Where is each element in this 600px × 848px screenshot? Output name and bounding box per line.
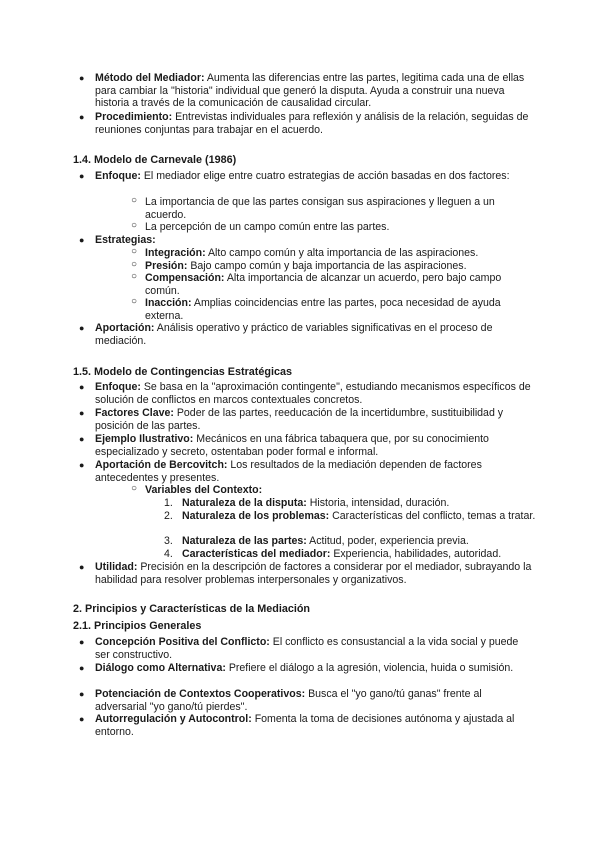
item-text: Historia, intensidad, duración.	[306, 497, 450, 509]
list-item-bercovitch	[79, 459, 535, 484]
section-heading-principios: 2. Principios y Características de la Mediación	[73, 603, 311, 615]
list-item-metodo	[79, 72, 535, 110]
item-label: Procedimiento:	[95, 111, 173, 123]
item-number: 3.	[164, 535, 173, 547]
list-item-aportacion	[79, 322, 535, 347]
circle-bullet-icon: ○	[131, 220, 138, 231]
item-text: Precisión en la descripción de factores a considerar por el mediador, subrayando la habilidad para resolver problemas interpersonales y organizativos.	[95, 561, 532, 586]
item-text: Alto campo común y alta importancia de las aspiraciones.	[205, 247, 479, 259]
item-label: Enfoque:	[95, 170, 141, 182]
bullet-icon: ●	[79, 663, 85, 673]
numbered-item-4	[164, 548, 537, 561]
bullet-icon: ●	[79, 235, 85, 245]
item-label: Factores Clave:	[95, 407, 174, 419]
list-item-estrategias	[79, 234, 535, 247]
sub-item-variables	[131, 483, 535, 497]
item-label: Potenciación de Contextos Cooperativos:	[95, 688, 306, 700]
list-item-principio-1	[79, 636, 535, 661]
item-text: Características del conflicto, temas a tratar.	[329, 510, 536, 522]
item-text: Alta importancia de alcanzar un acuerdo, pero bajo campo común.	[145, 272, 502, 297]
item-label: Ejemplo Ilustrativo:	[95, 433, 194, 445]
list-item-enfoque	[79, 381, 535, 406]
item-label: Aportación:	[95, 322, 155, 334]
list-item-enfoque	[79, 170, 535, 183]
circle-bullet-icon: ○	[131, 259, 138, 270]
item-text: Busca el "yo gano/tú ganas" frente al adversarial "yo gano/tú pierdes".	[95, 688, 482, 713]
item-label: Naturaleza de las partes:	[182, 535, 307, 547]
list-item-principio-3	[79, 688, 535, 713]
item-label: Integración:	[145, 247, 206, 259]
bullet-icon: ●	[79, 323, 85, 333]
list-item-principio-4	[79, 713, 535, 738]
item-text: Prefiere el diálogo a la agresión, violencia, huida o sumisión.	[225, 662, 514, 674]
bullet-icon: ●	[79, 408, 85, 418]
item-text: Amplias coincidencias entre las partes, poca necesidad de ayuda externa.	[145, 297, 501, 322]
sub-item-compensacion	[131, 271, 535, 297]
numbered-item-2	[164, 510, 537, 523]
circle-bullet-icon: ○	[131, 483, 138, 494]
item-text: Los resultados de la mediación dependen de factores antecedentes y presentes.	[95, 459, 482, 484]
bullet-icon: ●	[79, 382, 85, 392]
bullet-icon: ●	[79, 562, 85, 572]
sub-item-integracion	[131, 246, 535, 260]
item-label: Enfoque:	[95, 381, 141, 393]
numbered-item-3	[164, 535, 537, 548]
item-text: Bajo campo común y baja importancia de las aspiraciones.	[187, 260, 467, 272]
item-text: Se basa en la "aproximación contingente", estudiando mecanismos específicos de solución de conflictos en marcos contextuales concretos.	[95, 381, 531, 406]
item-text: Fomenta la toma de decisiones autónoma y ajustada al entorno.	[95, 713, 515, 738]
item-number: 2.	[164, 510, 173, 522]
item-label: Naturaleza de los problemas:	[182, 510, 330, 522]
section-heading-contingencias: 1.5. Modelo de Contingencias Estratégicas	[73, 366, 292, 378]
circle-bullet-icon: ○	[131, 296, 138, 307]
list-item-factores	[79, 407, 535, 432]
item-text: Aumenta las diferencias entre las partes, legitima cada una de ellas para cambiar la "historia" individual que generó la disputa. Ayuda a construir una nueva historia a través de la comunicación de causalidad circular.	[95, 72, 525, 110]
item-text: Poder de las partes, reeducación de la incertidumbre, sustituibilidad y posición de las partes.	[95, 407, 504, 432]
item-label: Autorregulación y Autocontrol:	[95, 713, 252, 725]
item-label: Compensación:	[145, 272, 225, 284]
item-number: 4.	[164, 548, 173, 560]
section-heading-carnevale: 1.4. Modelo de Carnevale (1986)	[73, 154, 237, 166]
item-label: Estrategias:	[95, 234, 156, 246]
item-label: Diálogo como Alternativa:	[95, 662, 226, 674]
item-text: La importancia de que las partes consigan sus aspiraciones y lleguen a un acuerdo.	[145, 196, 495, 221]
bullet-icon: ●	[79, 714, 85, 724]
subsection-heading-principios-generales: 2.1. Principios Generales	[73, 620, 202, 632]
item-text: Mecánicos en una fábrica tabaquera que, por su conocimiento especializado y secreto, ostentaban poder formal e informal.	[95, 433, 489, 458]
item-label: Características del mediador:	[182, 548, 331, 560]
list-item-ejemplo	[79, 433, 535, 458]
item-text: El conflicto es consustancial a la vida social y puede ser constructivo.	[95, 636, 519, 661]
item-label: Inacción:	[145, 297, 192, 309]
item-label: Aportación de Bercovitch:	[95, 459, 228, 471]
bullet-icon: ●	[79, 637, 85, 647]
circle-bullet-icon: ○	[131, 271, 138, 282]
item-text: El mediador elige entre cuatro estrategias de acción basadas en dos factores:	[140, 170, 510, 182]
item-text: Actitud, poder, experiencia previa.	[306, 535, 469, 547]
item-text: Análisis operativo y práctico de variables significativas en el proceso de mediación.	[95, 322, 493, 347]
list-item-utilidad	[79, 561, 535, 586]
numbered-item-1	[164, 497, 537, 510]
bullet-icon: ●	[79, 73, 85, 83]
item-text: Entrevistas individuales para reflexión y análisis de la relación, seguidas de reuniones conjuntas para trabajar en el acuerdo.	[95, 111, 529, 136]
sub-item-factor-1	[131, 195, 535, 221]
sub-item-presion	[131, 259, 535, 273]
item-label: Concepción Positiva del Conflicto:	[95, 636, 270, 648]
circle-bullet-icon: ○	[131, 195, 138, 206]
bullet-icon: ●	[79, 171, 85, 181]
bullet-icon: ●	[79, 112, 85, 122]
item-label: Utilidad:	[95, 561, 138, 573]
sub-item-factor-2	[131, 220, 535, 234]
bullet-icon: ●	[79, 689, 85, 699]
item-text: Experiencia, habilidades, autoridad.	[330, 548, 502, 560]
bullet-icon: ●	[79, 460, 85, 470]
item-text: La percepción de un campo común entre las partes.	[145, 221, 390, 233]
item-number: 1.	[164, 497, 173, 509]
item-label: Naturaleza de la disputa:	[182, 497, 307, 509]
item-label: Método del Mediador:	[95, 72, 205, 84]
sub-item-inaccion	[131, 296, 535, 322]
item-label: Presión:	[145, 260, 188, 272]
list-item-procedimiento	[79, 111, 535, 136]
circle-bullet-icon: ○	[131, 246, 138, 257]
list-item-principio-2	[79, 662, 535, 675]
item-label: Variables del Contexto:	[145, 484, 263, 496]
bullet-icon: ●	[79, 434, 85, 444]
